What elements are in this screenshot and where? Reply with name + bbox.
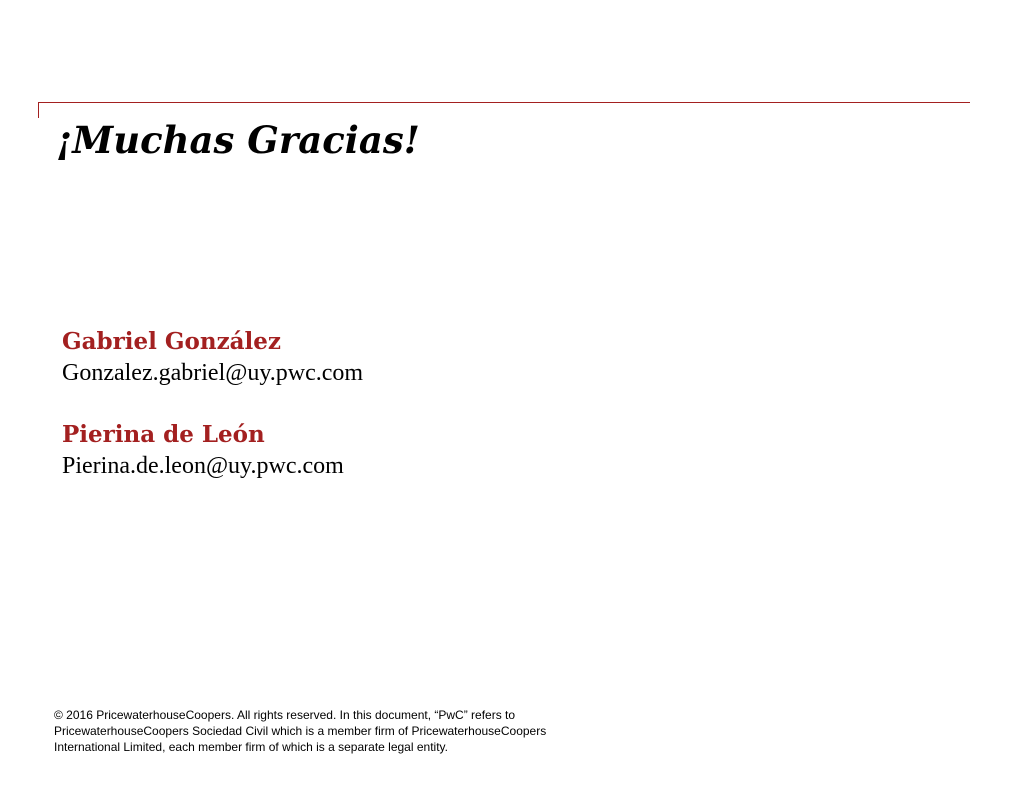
contact-email: Pierina.de.leon@uy.pwc.com xyxy=(62,453,344,479)
slide-title: ¡Muchas Gracias! xyxy=(56,118,420,162)
contact-email: Gonzalez.gabriel@uy.pwc.com xyxy=(62,360,364,386)
contact-gabriel xyxy=(62,326,582,388)
contact-pierina xyxy=(62,419,582,481)
contact-name: Gabriel González xyxy=(62,328,281,355)
top-rule xyxy=(38,102,970,103)
corner-tick xyxy=(38,102,39,118)
contact-name: Pierina de León xyxy=(62,421,265,448)
contact-list xyxy=(62,326,582,512)
copyright-footer: © 2016 PricewaterhouseCoopers. All rights reserved. In this document, “PwC” refers to PricewaterhouseCoopers Sociedad Civil which is a member firm of PricewaterhouseCoopers International Limited, each member firm of which is a separate legal entity. xyxy=(54,708,547,754)
